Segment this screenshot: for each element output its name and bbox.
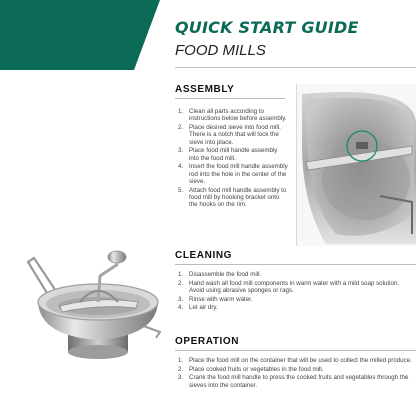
cleaning-heading: CLEANING — [175, 250, 233, 261]
step-number: 2. — [178, 123, 184, 131]
step-text: Rinse with warm water. — [189, 295, 253, 303]
operation-divider — [175, 350, 416, 351]
step-number: 3. — [178, 147, 184, 155]
cleaning-steps — [176, 271, 412, 313]
step-text: Hand wash all food mill components in warm water with a mild soap solution. Avoid using abrasive sponges or rags. — [189, 279, 400, 294]
step-number: 1. — [178, 357, 184, 364]
step-number: 1. — [178, 108, 184, 115]
step-text: Let air dry. — [189, 304, 218, 312]
list-item — [176, 304, 412, 311]
step-text: Disassemble the food mill. — [189, 271, 262, 278]
cleaning-divider — [175, 264, 416, 265]
guide-title: QUICK START GUIDE — [175, 18, 359, 37]
step-text: Place desired sieve into food mill. There is a notch that will lock the sieve into place. — [189, 123, 281, 146]
list-item — [176, 187, 288, 209]
food-mill-photo — [20, 240, 170, 365]
step-number: 2. — [178, 279, 184, 287]
assembly-steps — [176, 108, 288, 210]
list-item — [176, 124, 288, 146]
step-text: Place the food mill on the container that will be used to collect the milled produce. — [189, 357, 412, 364]
step-text: Insert the food mill handle assembly rod into the hole in the center of the sieve. — [189, 163, 288, 185]
step-text: Place food mill handle assembly into the food mill. — [189, 147, 278, 162]
list-item — [176, 280, 412, 295]
assembly-heading: ASSEMBLY — [175, 84, 235, 95]
step-number: 3. — [178, 295, 184, 303]
step-text: Place cooked fruits or vegetables in the food mill. — [189, 365, 324, 373]
brand-header-band — [0, 0, 160, 70]
step-text: Crank the food mill handle to press the cooked fruits and vegetables through the sieves into the container. — [189, 374, 409, 389]
list-item — [176, 163, 288, 185]
step-number: 3. — [178, 374, 184, 382]
list-item — [176, 271, 412, 278]
list-item — [176, 374, 412, 389]
step-number: 1. — [178, 271, 184, 278]
step-number: 5. — [178, 186, 184, 194]
step-number: 2. — [178, 365, 184, 373]
header-divider — [175, 67, 416, 68]
operation-steps — [176, 357, 412, 390]
list-item — [176, 147, 288, 162]
step-text: Clean all parts according to instructions below before assembly. — [189, 108, 287, 123]
step-number: 4. — [178, 163, 184, 171]
assembly-divider — [175, 98, 285, 99]
list-item — [176, 366, 412, 373]
list-item — [176, 357, 412, 364]
food-mill-closeup-photo — [296, 84, 416, 246]
list-item — [176, 296, 412, 303]
list-item — [176, 108, 288, 123]
guide-subtitle: FOOD MILLS — [175, 42, 266, 59]
step-text: Attach food mill handle assembly to food mill by hooking bracket onto the hooks on the rim. — [189, 186, 287, 209]
step-number: 4. — [178, 304, 184, 312]
operation-heading: OPERATION — [175, 336, 240, 347]
